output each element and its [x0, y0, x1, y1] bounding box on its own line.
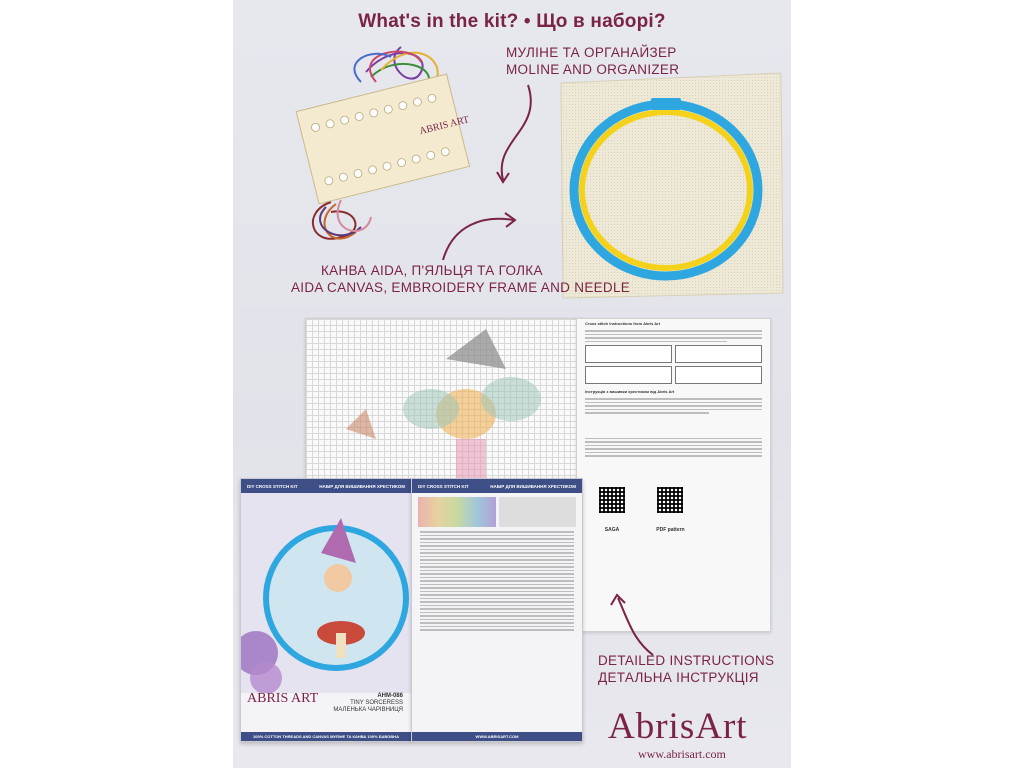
pattern-thumbnail	[499, 497, 577, 527]
package-back	[411, 478, 583, 742]
instruction-sheet	[576, 318, 771, 632]
pattern-chart-sheet	[305, 318, 579, 492]
pdf-qr-code[interactable]	[657, 487, 683, 513]
pack-back-header-left: DIY CROSS STITCH KIT	[418, 483, 469, 489]
pack-front-brand: ABRIS ART	[247, 691, 319, 706]
arrow-to-organizer-icon	[483, 80, 543, 190]
pack-back-header-right: НАБІР ДЛЯ ВИШИВАННЯ ХРЕСТИКОМ	[490, 483, 576, 489]
pack-front-header-left: DIY CROSS STITCH KIT	[247, 483, 298, 489]
arrow-to-canvas-icon	[433, 200, 523, 270]
moline-label-uk: МУЛІНЕ ТА ОРГАНАЙЗЕР	[506, 45, 677, 60]
arrow-to-instructions-icon	[603, 590, 663, 660]
organizer-card	[296, 72, 480, 204]
aida-label	[291, 262, 630, 296]
pack-front-footer: 100% COTTON THREADS AND CANVAS МУЛІНЕ ТА КАНВА 100% БАВОВНА	[241, 732, 411, 741]
pack-front-code: AHM-086	[377, 693, 403, 699]
instructions-title-en: Cross stitch instructions from Abris Art	[585, 321, 661, 326]
saga-qr-code[interactable]	[599, 487, 625, 513]
brand-url[interactable]: www.abrisart.com	[638, 747, 726, 761]
fairy-pattern-image	[306, 319, 578, 491]
instructions-label-uk: ДЕТАЛЬНА ІНСТРУКЦІЯ	[598, 670, 759, 685]
kit-contents-poster	[233, 0, 791, 768]
organizer-brand: ABRIS ART	[418, 114, 471, 138]
brand-logo: AbrisArt	[608, 706, 748, 747]
pack-front-name-en: TINY SORCERESS	[350, 700, 403, 706]
page-title: What's in the kit? • Що в наборі?	[358, 11, 666, 32]
hoop-screw	[651, 98, 681, 110]
pack-front-image	[241, 493, 411, 693]
pack-front-header-right: НАБІР ДЛЯ ВИШИВАННЯ ХРЕСТИКОМ	[319, 483, 405, 489]
pack-back-footer: WWW.ABRISART.COM	[412, 732, 582, 741]
qr-caption-pdf: PDF pattern	[656, 526, 685, 533]
pack-front-name-uk: МАЛЕНЬКА ЧАРІВНИЦЯ	[333, 707, 403, 713]
instructions-label-en: DETAILED INSTRUCTIONS	[598, 653, 775, 668]
instructions-label	[598, 652, 774, 686]
package-front	[240, 478, 412, 742]
aida-label-uk: КАНВА AIDA, П'ЯЛЬЦЯ ТА ГОЛКА	[321, 263, 543, 278]
moline-label-en: MOLINE AND ORGANIZER	[506, 62, 680, 77]
thread-colors-strip	[418, 497, 496, 527]
aida-label-en: AIDA CANVAS, EMBROIDERY FRAME AND NEEDLE	[291, 280, 631, 295]
instructions-title-uk: Інструкція з вишивки хрестиком від Abris Art	[585, 389, 675, 394]
qr-caption-saga: SAGA	[604, 526, 620, 533]
